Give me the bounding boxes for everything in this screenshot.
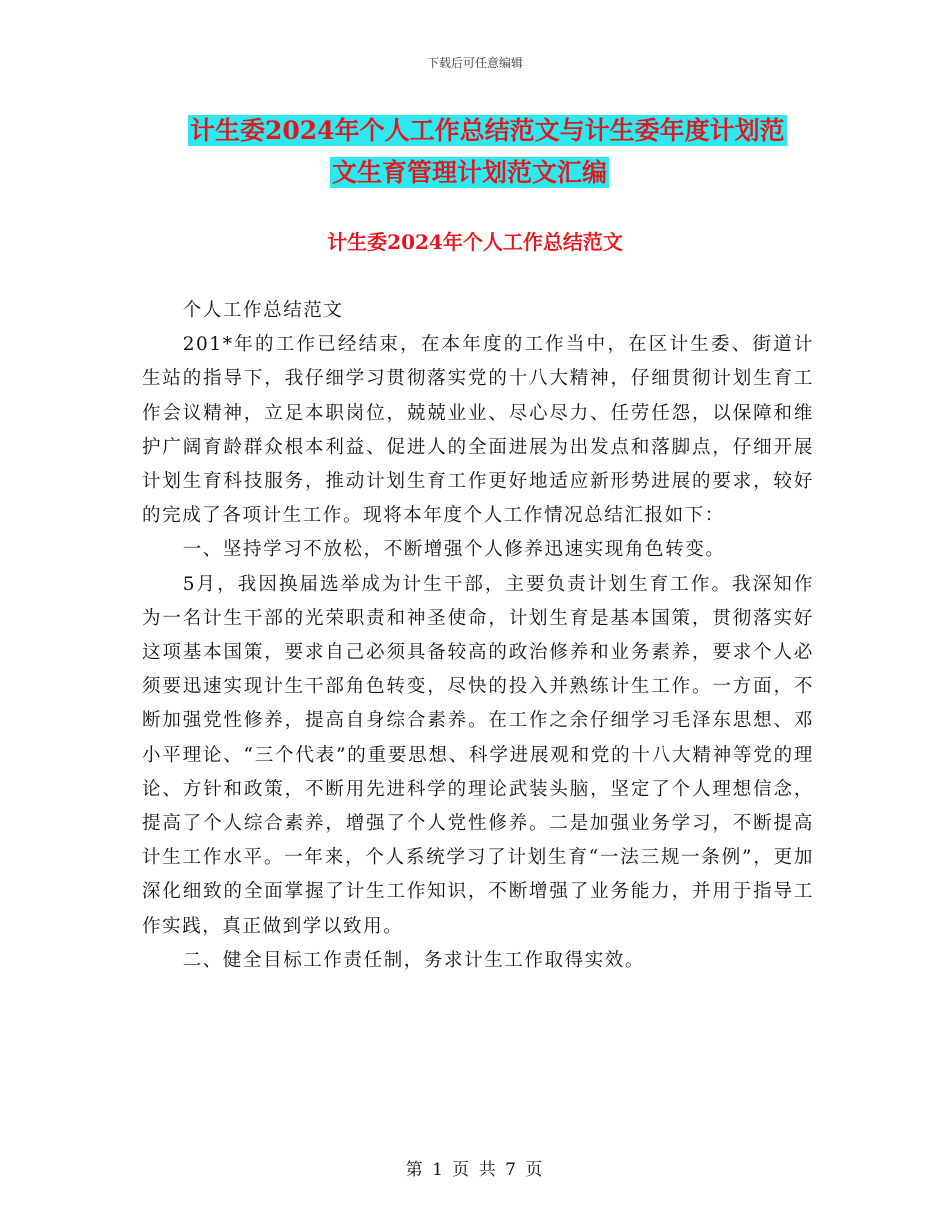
title-line-2: 文生育管理计划范文汇编 (332, 158, 608, 187)
paragraph: 一、坚持学习不放松，不断增强个人修养迅速实现角色转变。 (182, 539, 726, 561)
paragraph: 个人工作总结范文 (182, 300, 344, 321)
paragraph: 二、健全目标工作责任制，务求计生工作取得实效。 (182, 949, 645, 971)
section-title: 计生委2024年个人工作总结范文 (327, 230, 623, 254)
document-body (142, 294, 814, 978)
header-note: 下载后可任意编辑 (426, 56, 523, 70)
paragraph: 201*年的工作已经结束，在本年度的工作当中，在区计生委、街道计生站的指导下，我仔细学习贯彻落实党的十八大精神，仔细贯彻计划生育工作会议精神，立足本职岗位，兢兢业业、尽心尽力、任劳任怨，以保障和维护广阔育龄群众根本利益、促进人的全面进展为出发点和落脚点，仔细开展计划生育科技服务，推动计划生育工作更好地适应新形势进展的要求，较好的完成了各项计生工作。现将本年度个人工作情况总结汇报如下： (142, 334, 814, 527)
title-line-1: 计生委2024年个人工作总结范文与计生委年度计划范 (190, 116, 785, 145)
paragraph: 5月，我因换届选举成为计生干部，主要负责计划生育工作。我深知作为一名计生干部的光荣职责和神圣使命，计划生育是基本国策，贯彻落实好这项基本国策，要求自己必须具备较高的政治修养和业务素养，要求个人必须要迅速实现计生干部角色转变，尽快的投入并熟练计生工作。一方面，不断加强党性修养，提高自身综合素养。在工作之余仔细学习毛泽东思想、邓小平理论、“三个代表”的重要思想、科学进展观和党的十八大精神等党的理论、方针和政策，不断用先进科学的理论武装头脑，坚定了个人理想信念，提高了个人综合素养，增强了个人党性修养。二是加强业务学习，不断提高计生工作水平。一年来，个人系统学习了计划生育“一法三规一条例”，更加深化细致的全面掌握了计生工作知识，不断增强了业务能力，并用于指导工作实践，真正做到学以致用。 (142, 573, 814, 937)
page-footer: 第 1 页 共 7 页 (405, 1160, 545, 1180)
document-title (140, 110, 840, 194)
